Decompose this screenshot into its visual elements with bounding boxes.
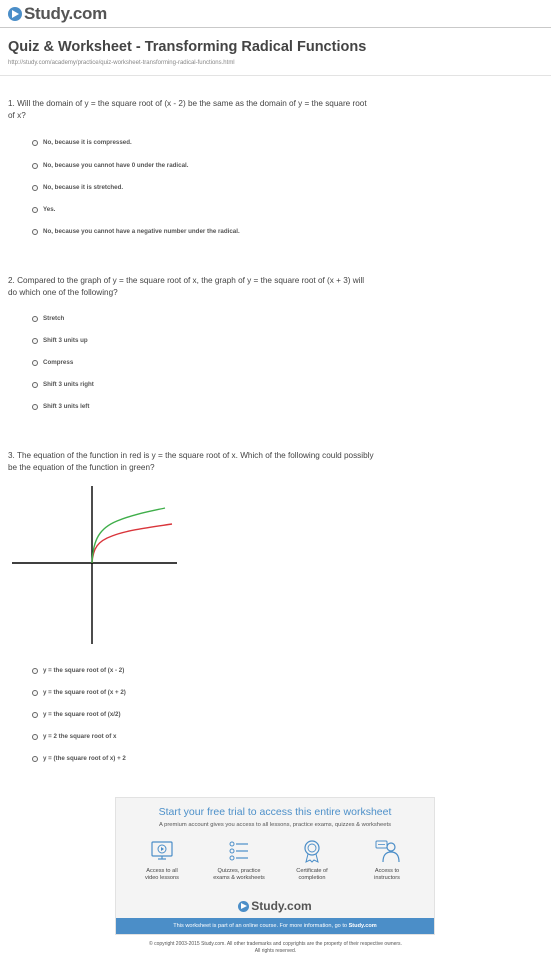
radio-button[interactable] [32, 360, 38, 366]
radio-button[interactable] [32, 140, 38, 146]
answer-option[interactable] [32, 184, 123, 191]
feature-label: Quizzes, practice exams & worksheets [213, 868, 265, 881]
feature-label: Access to instructors [374, 868, 400, 881]
radio-button[interactable] [32, 229, 38, 235]
radio-button[interactable] [32, 163, 38, 169]
question-text-line: of x? [8, 111, 26, 120]
instructor-icon [374, 838, 400, 864]
radio-button[interactable] [32, 668, 38, 674]
answer-option[interactable] [32, 228, 240, 235]
promo-logo-text: Study.com [251, 899, 312, 913]
answer-option[interactable] [32, 381, 94, 388]
copyright-footer [0, 941, 551, 954]
radio-button[interactable] [32, 690, 38, 696]
answer-option[interactable] [32, 315, 64, 322]
answer-option[interactable] [32, 667, 124, 674]
option-label: Shift 3 units up [43, 337, 88, 344]
question-text-line: 1. Will the domain of y = the square root of (x - 2) be the same as the domain of y = the square root [8, 99, 367, 108]
feature-label: Access to all video lessons [145, 868, 179, 881]
copyright-line: All rights reserved. [254, 947, 297, 954]
radio-button[interactable] [32, 756, 38, 762]
option-label: Compress [43, 359, 74, 366]
radio-button[interactable] [32, 404, 38, 410]
option-label: No, because you cannot have a negative number under the radical. [43, 228, 240, 235]
option-label: y = 2 the square root of x [43, 733, 117, 740]
feature-quizzes [203, 838, 275, 882]
course-info-text: This worksheet is part of an online course. For more information, go to [173, 923, 348, 929]
question-3 [8, 450, 448, 474]
video-lessons-icon [149, 838, 175, 864]
header-divider [0, 27, 551, 28]
option-label: y = the square root of (x/2) [43, 711, 121, 718]
question-text-line: be the equation of the function in green? [8, 463, 155, 472]
feature-label: Certificate of completion [296, 868, 328, 881]
certificate-icon [299, 838, 325, 864]
option-label: Stretch [43, 315, 65, 322]
function-graph [12, 486, 177, 646]
course-info-bar [116, 918, 434, 934]
promo-title[interactable]: Start your free trial to access this entire worksheet [158, 806, 392, 818]
radio-button[interactable] [32, 316, 38, 322]
logo-text: Study.com [24, 4, 107, 23]
feature-video-lessons [126, 838, 198, 882]
quiz-list-icon [226, 838, 252, 864]
green-function-curve [92, 508, 165, 563]
promo-logo [116, 899, 434, 913]
question-text-line: do which one of the following? [8, 288, 118, 297]
answer-option[interactable] [32, 403, 89, 410]
question-text-line: 3. The equation of the function in red is y = the square root of x. Which of the following could possibly [8, 451, 374, 460]
answer-option[interactable] [32, 359, 73, 366]
option-label: No, because you cannot have 0 under the radical. [43, 162, 189, 169]
radio-button[interactable] [32, 185, 38, 191]
option-label: No, because it is stretched. [43, 184, 124, 191]
answer-option[interactable] [32, 711, 121, 718]
option-label: Shift 3 units left [43, 403, 90, 410]
answer-option[interactable] [32, 139, 132, 146]
study-link[interactable]: Study.com [348, 923, 377, 929]
feature-certificate [276, 838, 348, 882]
radio-button[interactable] [32, 207, 38, 213]
free-trial-promo [115, 797, 435, 935]
answer-option[interactable] [32, 206, 55, 213]
play-logo-icon [238, 901, 249, 912]
answer-option[interactable] [32, 689, 126, 696]
option-label: y = the square root of (x + 2) [43, 689, 126, 696]
feature-instructors [351, 838, 423, 882]
answer-option[interactable] [32, 162, 188, 169]
promo-subtitle: A premium account gives you access to all lessons, practice exams, quizzes & worksheets [159, 822, 391, 828]
question-text-line: 2. Compared to the graph of y = the square root of x, the graph of y = the square root of (x + 3) will [8, 276, 365, 285]
radio-button[interactable] [32, 712, 38, 718]
copyright-line: © copyright 2003-2015 Study.com. All other trademarks and copyrights are the property of their respective owners. [149, 941, 402, 947]
question-1 [8, 98, 448, 122]
site-logo[interactable] [8, 4, 107, 24]
answer-option[interactable] [32, 337, 88, 344]
answer-option[interactable] [32, 733, 116, 740]
page-url[interactable]: http://study.com/academy/practice/quiz-worksheet-transforming-radical-functions.html [8, 60, 235, 66]
option-label: y = the square root of (x - 2) [43, 667, 125, 674]
title-divider [0, 75, 551, 76]
option-label: Yes. [43, 206, 56, 213]
play-logo-icon [8, 7, 22, 21]
radio-button[interactable] [32, 338, 38, 344]
option-label: Shift 3 units right [43, 381, 94, 388]
option-label: y = (the square root of x) + 2 [43, 755, 126, 762]
radio-button[interactable] [32, 382, 38, 388]
page-title: Quiz & Worksheet - Transforming Radical Functions [8, 39, 367, 55]
question-2 [8, 275, 448, 299]
radio-button[interactable] [32, 734, 38, 740]
answer-option[interactable] [32, 755, 126, 762]
option-label: No, because it is compressed. [43, 139, 132, 146]
